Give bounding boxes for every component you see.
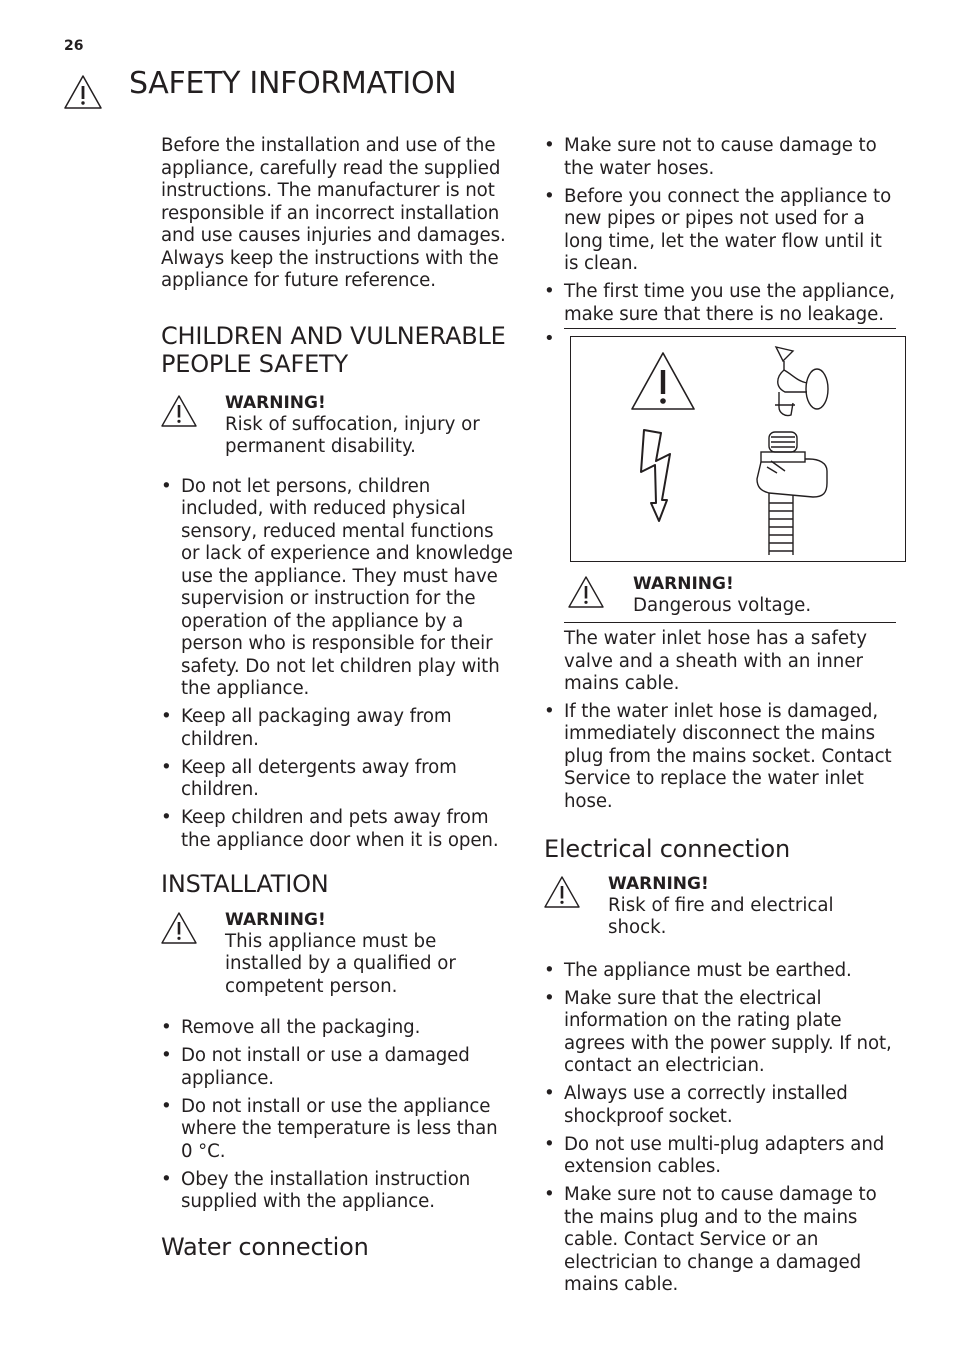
water-list-2 [544, 701, 896, 814]
page-number: 26 [64, 38, 84, 54]
list-item: • The appliance must be earthed. [544, 960, 896, 983]
list-item: • Do not let persons, children included, with reduced physical sensory, reduced mental functions or lack of experience and knowledge use the appliance. They must have supervision or instruction for the operation of the appliance by a person who is responsible for their safety. Do not let children play with the appliance. [161, 476, 513, 701]
list-item: • If the water inlet hose is damaged, immediately disconnect the mains plug from the mains socket. Contact Service to replace the water inlet hose. [544, 701, 896, 814]
left-column [161, 133, 513, 1261]
list-item: • Obey the installation instruction supplied with the appliance. [161, 1169, 513, 1214]
list-item: • Remove all the packaging. [161, 1017, 513, 1040]
warning-text: Dangerous voltage. [633, 594, 812, 616]
warning-text: This appliance must be installed by a qualified or competent person. [225, 930, 456, 997]
warning-triangle-icon [160, 394, 198, 428]
list-item: • Keep all packaging away from children. [161, 706, 513, 751]
hose-figure [544, 329, 896, 569]
lightning-bolt-icon [641, 430, 670, 521]
warning-text: Risk of fire and electrical shock. [608, 894, 834, 938]
warning-title: WARNING! [608, 873, 709, 894]
installation-warning [161, 909, 513, 999]
list-item: • Make sure that the electrical information on the rating plate agrees with the power supply. If not, contact an electrician. [544, 988, 896, 1078]
warning-triangle-icon [632, 353, 694, 409]
bullet-marker: • [544, 327, 555, 349]
intro-paragraph: Before the installation and use of the appliance, carefully read the supplied instructions. The manufacturer is not responsible if an incorrect installation and use causes injuries and damages. Always keep the instructions with the appliance for future reference. [161, 135, 506, 291]
warning-triangle-icon [567, 575, 605, 609]
warning-triangle-icon [160, 911, 198, 945]
right-column [544, 133, 896, 1302]
list-item: • Make sure not to cause damage to the water hoses. [544, 135, 896, 180]
electrical-heading: Electrical connection [544, 835, 790, 863]
warning-title: WARNING! [633, 573, 734, 594]
inlet-hose-icon [757, 432, 827, 555]
figure-frame [570, 336, 906, 562]
electrical-list [544, 960, 896, 1297]
list-item: • Do not use multi-plug adapters and extension cables. [544, 1134, 896, 1179]
warning-triangle-icon [543, 875, 581, 909]
warning-triangle-icon [63, 74, 103, 110]
water-list [544, 135, 896, 326]
children-list [161, 476, 513, 853]
list-item: • Do not install or use the appliance where the temperature is less than 0 °C. [161, 1096, 513, 1164]
hose-note: The water inlet hose has a safety valve and a sheath with an inner mains cable. [564, 628, 868, 694]
water-warning [568, 573, 896, 618]
water-heading: Water connection [161, 1232, 369, 1261]
children-heading: CHILDREN AND VULNERABLE PEOPLE SAFETY [161, 321, 506, 378]
water-tap-icon [775, 347, 828, 416]
list-item: • The first time you use the appliance, make sure that there is no leakage. [544, 281, 896, 326]
divider [564, 622, 896, 623]
list-item: • Before you connect the appliance to new pipes or pipes not used for a long time, let the water flow until it is clean. [544, 186, 896, 276]
list-item: • Always use a correctly installed shockproof socket. [544, 1083, 896, 1128]
warning-title: WARNING! [225, 392, 326, 413]
list-item: • Keep all detergents away from children. [161, 757, 513, 802]
warning-text: Risk of suffocation, injury or permanent disability. [225, 413, 480, 457]
hose-illustration [571, 337, 905, 561]
installation-heading: INSTALLATION [161, 870, 329, 898]
warning-title: WARNING! [225, 909, 326, 930]
page-title: SAFETY INFORMATION [129, 66, 457, 101]
installation-list [161, 1017, 513, 1214]
list-item: • Do not install or use a damaged appliance. [161, 1045, 513, 1090]
list-item: • Make sure not to cause damage to the mains plug and to the mains cable. Contact Service or an electrician to change a damaged mains cable. [544, 1184, 896, 1297]
children-warning [161, 392, 513, 459]
electrical-warning [544, 873, 896, 940]
list-item: • Keep children and pets away from the appliance door when it is open. [161, 807, 513, 852]
